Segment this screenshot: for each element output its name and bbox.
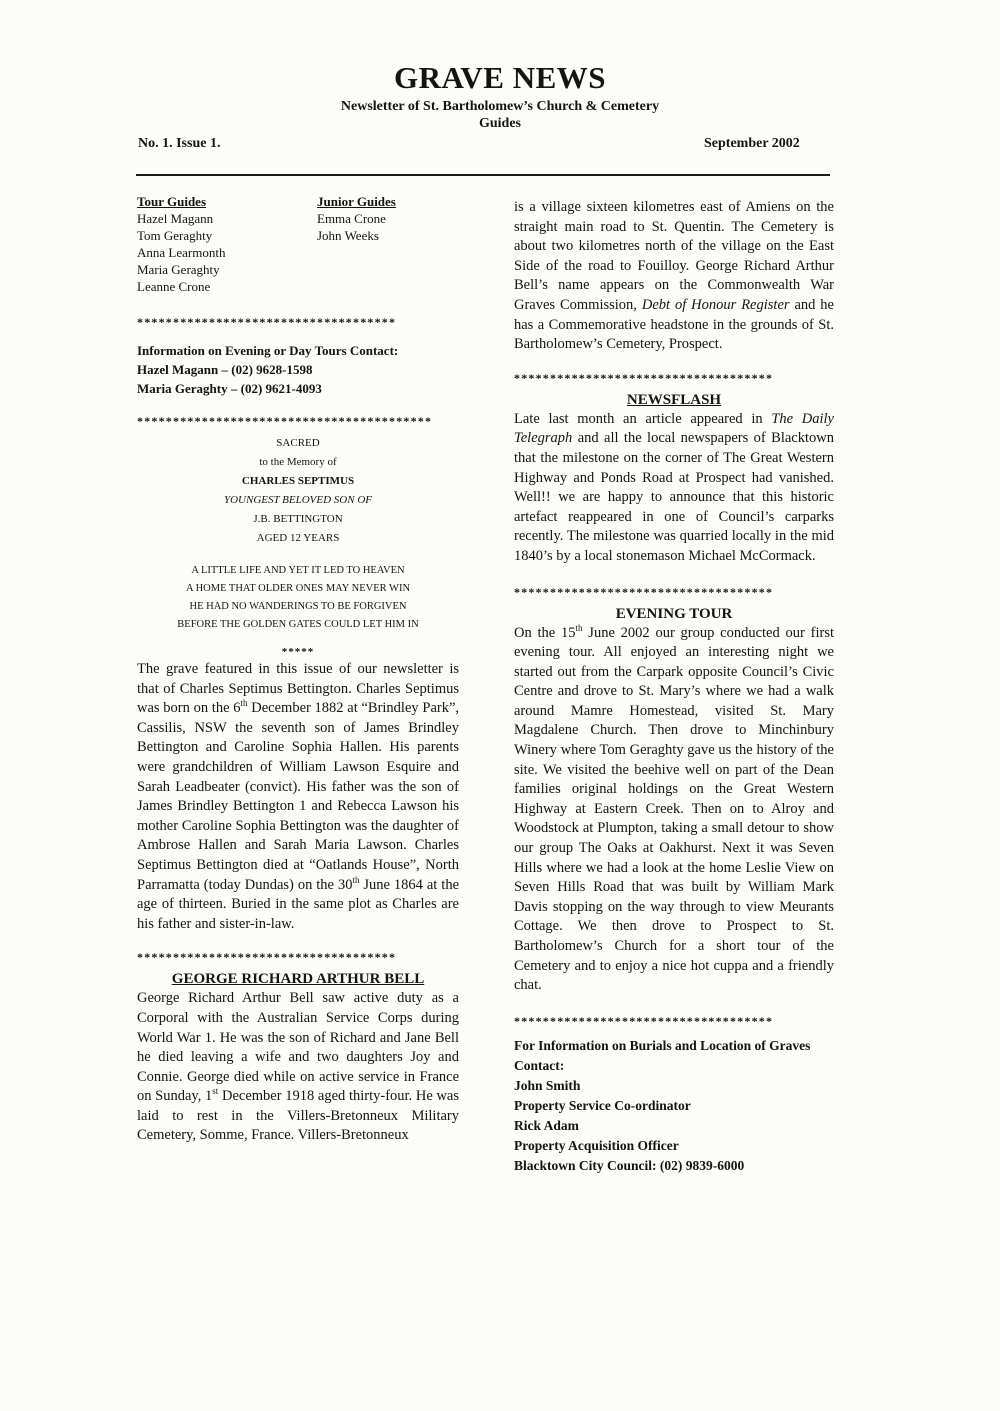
newsflash-article: [514, 410, 834, 567]
inscription-line: YOUNGEST BELOVED SON OF: [223, 494, 372, 506]
tour-contact-line: Maria Geraghty – (02) 9621-4093: [137, 381, 322, 396]
bell-article-continued: [514, 198, 834, 355]
guides-list: [137, 193, 459, 301]
star-separator: ************************************: [514, 584, 774, 599]
article-text: 30: [337, 876, 353, 893]
header-divider: [136, 174, 830, 176]
junior-guides-heading: Junior Guides: [317, 194, 396, 209]
left-column: [137, 193, 459, 1146]
guide-name: Hazel Magann: [137, 211, 214, 226]
article-text: On the: [514, 624, 561, 641]
article-text: Late last month an article appeared in: [514, 410, 772, 427]
star-separator: ************************************: [514, 1013, 774, 1028]
article-text: December 1918 aged thirty-four. He was laid to rest in the Villers-Bretonneux Military Cemetery, Somme, France. Villers-Bretonneux: [137, 1088, 459, 1144]
grave-article: [137, 660, 459, 934]
superscript: th: [575, 622, 583, 633]
newsletter-subtitle-cont: Guides: [478, 116, 521, 131]
masthead: [0, 60, 1000, 132]
inscription-line: CHARLES SEPTIMUS: [241, 475, 355, 487]
evening-tour-article: [514, 624, 834, 996]
article-text: 15: [561, 624, 576, 641]
guide-name: Anna Learmonth: [137, 245, 226, 260]
article-text: 1: [205, 1088, 213, 1105]
tour-contact-line: Hazel Magann – (02) 9628-1598: [137, 362, 313, 377]
tour-contact-heading: Information on Evening or Day Tours Contact:: [137, 343, 399, 358]
headstone-inscription: [137, 434, 459, 548]
superscript: st: [212, 1086, 219, 1097]
article-text: December 1882 at “Brindley Park”, Cassilis, NSW the seventh son of James Brindley Bettington and Caroline Sophia Hallen. His parents were grandchildren of William Lawson Esquire and Sarah Leadbeater (convict). His father was the son of James Brindley Bettington 1 and Rebecca Lawson his mother Caroline Sophia Bettington was the daughter of Ambrose Hallen and Sarah Maria Lawson. Charles Septimus Bettington died at “Oatlands House”, North Parramatta (today Dundas) on the: [137, 700, 460, 893]
article-text: The grave featured in this issue of our newsletter is that of Charles Septimus Bettington. Charles Septimus was born on the: [137, 661, 459, 717]
inscription-line: to the Memory of: [259, 456, 337, 468]
contact-name: Rick Adam: [514, 1117, 579, 1133]
inscription-line: AGED 12 YEARS: [256, 532, 340, 544]
burials-heading: For Information on Burials and Location of Graves Contact:: [514, 1037, 811, 1073]
article-text: and he has a Commemorative headstone in the grounds of St. Bartholomew’s Cemetery, Prospect.: [514, 296, 834, 353]
inscription-line: J.B. BETTINGTON: [253, 513, 343, 525]
superscript: th: [352, 874, 360, 885]
tour-contact: [137, 341, 459, 398]
evening-tour-heading: EVENING TOUR: [615, 605, 733, 622]
guide-name: Leanne Crone: [137, 279, 211, 294]
star-separator: ************************************: [514, 370, 774, 385]
junior-guides: [317, 193, 396, 244]
dot-separator: *****: [281, 646, 315, 658]
guide-name: Emma Crone: [317, 211, 386, 226]
star-separator: ************************************: [137, 950, 397, 965]
article-text: and all the local newspapers of Blacktown that the milestone on the corner of The Great Western Highway and Ponds Road at Prospect had vanished. Well!! we are happy to announce that this historic artefact reappeared in one of Council’s carparks recently. The milestone was quarried locally in the mid 1840’s by a local stonemason Michael McCormack.: [514, 430, 834, 564]
epitaph-line: A HOME THAT OLDER ONES MAY NEVER WIN: [185, 583, 411, 594]
star-separator: ************************************: [137, 315, 397, 329]
newsletter-subtitle: Newsletter of St. Bartholomew’s Church & Cemetery: [340, 99, 660, 114]
right-column: [514, 198, 834, 1176]
epitaph-line: A LITTLE LIFE AND YET IT LED TO HEAVEN: [191, 565, 405, 576]
article-text: George Richard Arthur Bell saw active duty as a Corporal with the Australian Service Corps during World War 1. He was the son of Richard and Jane Bell he died leaving a wife and two daughters Joy and Connie. George died while on active service in France on Sunday,: [137, 990, 459, 1105]
article-text: Debt of Honour Register: [641, 296, 790, 313]
inscription-line: SACRED: [276, 437, 320, 449]
contact-role: Property Acquisition Officer: [514, 1137, 679, 1153]
contact-role: Property Service Co-ordinator: [514, 1097, 691, 1113]
article-text: 6: [233, 700, 241, 717]
star-separator: *****************************************: [137, 414, 433, 428]
bell-article: [137, 989, 459, 1146]
epitaph-line: BEFORE THE GOLDEN GATES COULD LET HIM IN: [177, 619, 419, 630]
epitaph-line: HE HAD NO WANDERINGS TO BE FORGIVEN: [189, 601, 407, 612]
epitaph: [137, 562, 459, 634]
guide-name: John Weeks: [317, 228, 379, 243]
article-text: June 1864 at the age of thirteen. Buried in the same plot as Charles are his father and sister-in-law.: [137, 876, 460, 932]
article-text: June 2002 our group conducted our first evening tour. All enjoyed an interesting night we started out from the Carpark opposite Council’s Civic Centre and drove to St. Mary’s where we had a walk around Mamre Homestead, visited St. Mary Magdalene Church. Then drove to Minchinbury Winery where Tom Geraghty gave us the history of the site. We visited the beehive well on part of the Dean families original holdings on the Great Western Highway at Eastern Creek. Then on to Alroy and Woodstock at Plumpton, taking a small detour to show our group The Oaks at Oakhurst. Next it was Seven Hills where we had a look at the home Leslie View on Seven Hills Road that was built by William Mark Davis stopping on the way through to view Meurants Cottage. We then drove to Prospect to St. Bartholomew’s Church for a short tour of the Cemetery and to enjoy a nice hot cuppa and a friendly chat.: [514, 624, 834, 994]
tour-guides: [137, 193, 225, 295]
issue-number: No. 1. Issue 1.: [138, 136, 221, 151]
superscript: th: [240, 698, 248, 709]
issue-date: September 2002: [704, 136, 800, 151]
newsletter-title: GRAVE NEWS: [393, 60, 606, 95]
tour-guides-heading: Tour Guides: [137, 194, 207, 209]
contact-name: John Smith: [514, 1077, 581, 1093]
newsflash-heading: NEWSFLASH: [626, 391, 722, 408]
bell-heading: GEORGE RICHARD ARTHUR BELL: [171, 971, 425, 988]
council-phone: Blacktown City Council: (02) 9839-6000: [514, 1157, 745, 1173]
guide-name: Tom Geraghty: [137, 228, 213, 243]
guide-name: Maria Geraghty: [137, 262, 220, 277]
article-text: The Daily Telegraph: [514, 410, 834, 447]
burials-contact: [514, 1036, 834, 1176]
article-text: is a village sixteen kilometres east of Amiens on the straight main road to St. Quentin. The Cemetery is about two kilometres north of the village on the East Side of the road to Fouilloy. George Richard Arthur Bell’s name appears on the Commonwealth War Graves Commission,: [514, 199, 834, 313]
